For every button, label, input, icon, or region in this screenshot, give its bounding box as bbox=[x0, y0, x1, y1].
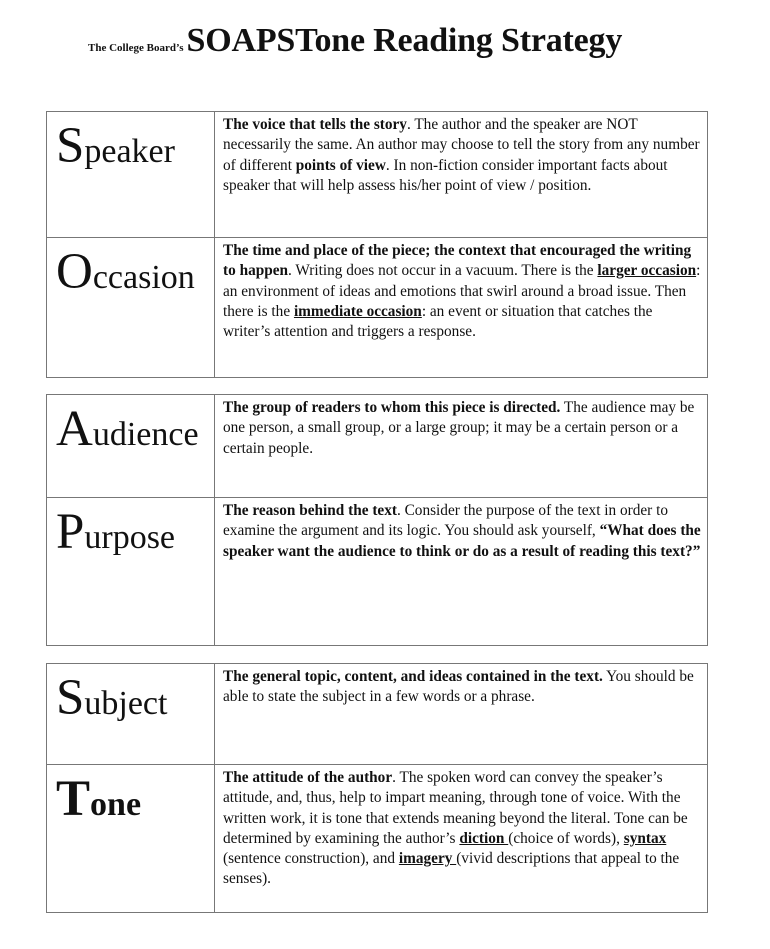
def-bold: “What does the speaker want the audience to think or do as a result of reading this text?” bbox=[223, 522, 701, 560]
def-bold: The voice that tells the story bbox=[223, 116, 407, 133]
term-rest: peaker bbox=[84, 133, 175, 170]
term-initial: T bbox=[56, 771, 91, 827]
strategy-table-2 bbox=[46, 394, 708, 646]
term-occasion bbox=[47, 238, 214, 298]
definition-speaker bbox=[215, 112, 708, 238]
term-cell bbox=[47, 238, 215, 378]
def-underline: imagery bbox=[398, 850, 457, 868]
def-bold: The attitude of the author bbox=[223, 769, 393, 786]
def-text: (vivid descriptions that appeal to the senses). bbox=[223, 850, 680, 888]
term-purpose bbox=[47, 498, 214, 558]
term-audience bbox=[47, 395, 214, 455]
page-title bbox=[0, 22, 770, 72]
term-initial: A bbox=[56, 401, 93, 457]
term-subject bbox=[47, 664, 214, 724]
term-initial: O bbox=[56, 244, 93, 300]
term-tone bbox=[47, 765, 214, 825]
strategy-table-1 bbox=[46, 111, 708, 378]
term-cell bbox=[47, 664, 215, 765]
term-cell bbox=[47, 395, 215, 498]
def-underline: immediate occasion bbox=[293, 302, 422, 320]
term-rest: ubject bbox=[84, 685, 168, 722]
term-cell bbox=[47, 498, 215, 646]
def-bold: points of view bbox=[295, 156, 386, 174]
def-text: You should be able to state the subject in a few words or a phrase. bbox=[223, 668, 694, 706]
def-bold: The general topic, content, and ideas contained in the text. bbox=[223, 668, 603, 685]
def-underline: larger occasion bbox=[597, 262, 697, 280]
term-rest: urpose bbox=[84, 519, 176, 556]
definition-occasion bbox=[215, 238, 708, 378]
def-underline: syntax bbox=[623, 829, 667, 847]
definition-subject bbox=[215, 664, 708, 765]
term-initial: S bbox=[56, 670, 85, 726]
row-occasion bbox=[47, 238, 708, 378]
term-cell bbox=[47, 765, 215, 913]
row-audience bbox=[47, 395, 708, 498]
term-rest: one bbox=[90, 786, 142, 823]
def-text: . Writing does not occur in a vacuum. There is the bbox=[288, 262, 598, 280]
def-text: The audience may be one person, a small group, or a large group; it may be a certain person or a certain people. bbox=[223, 399, 695, 457]
definition-tone bbox=[215, 765, 708, 913]
def-text: (choice of words), bbox=[508, 829, 624, 847]
def-text: : an environment of ideas and emotions that swirl around a broad issue. Then there is the bbox=[223, 262, 701, 320]
row-subject bbox=[47, 664, 708, 765]
def-bold: The time and place of the piece; the context that encouraged the writing to happen bbox=[223, 242, 692, 280]
def-bold: The reason behind the text bbox=[223, 502, 397, 519]
term-rest: udience bbox=[92, 416, 199, 453]
def-text: (sentence construction), and bbox=[223, 850, 399, 868]
def-text: . In non-fiction consider important facts about speaker that will help assess his/her point of view / position. bbox=[223, 156, 668, 194]
term-cell bbox=[47, 112, 215, 238]
def-underline: diction bbox=[459, 829, 509, 847]
term-initial: S bbox=[56, 118, 85, 174]
row-tone bbox=[47, 765, 708, 913]
row-purpose bbox=[47, 498, 708, 646]
row-speaker bbox=[47, 112, 708, 238]
term-speaker bbox=[47, 112, 214, 172]
def-text: . Consider the purpose of the text in order to examine the argument and its logic. You should ask yourself, bbox=[223, 502, 668, 540]
title-prefix: The College Board’s bbox=[88, 42, 184, 54]
def-text: . The author and the speaker are NOT necessarily the same. An author may choose to tell the story from any number of different bbox=[223, 116, 700, 174]
title-main: SOAPSTone Reading Strategy bbox=[186, 22, 623, 59]
def-text: : an event or situation that catches the writer’s attention and triggers a response. bbox=[223, 302, 653, 341]
definition-purpose bbox=[215, 498, 708, 646]
strategy-table-3 bbox=[46, 663, 708, 913]
term-rest: ccasion bbox=[92, 259, 195, 296]
definition-audience bbox=[215, 395, 708, 498]
def-bold: The group of readers to whom this piece is directed. bbox=[223, 399, 561, 416]
def-text: . The spoken word can convey the speaker’s attitude, and, thus, help to impart meaning, through tone of voice. With the written work, it is tone that extends meaning beyond the literal. Tone can be determined by examining the author’s bbox=[223, 769, 688, 847]
term-initial: P bbox=[56, 504, 85, 560]
